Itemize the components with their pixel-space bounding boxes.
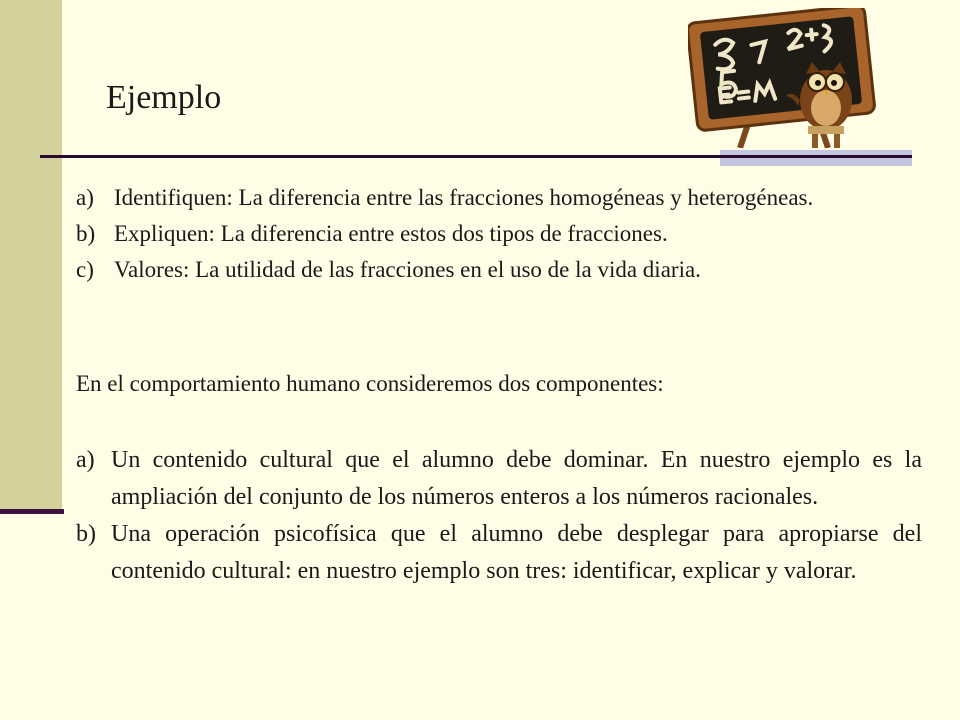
side-accent-rule (0, 509, 64, 514)
list-item (76, 442, 922, 516)
side-accent-bar (0, 0, 62, 512)
title-divider (40, 155, 912, 158)
list-item-text: Un contenido cultural que el alumno debe dominar. En nuestro ejemplo es la ampliación del conjunto de los números enteros a los números racionales. (111, 447, 922, 510)
list-item-text: Valores: La utilidad de las fracciones en el uso de la vida diaria. (114, 257, 701, 282)
title-rule-accent (720, 150, 912, 166)
intro-paragraph: En el comportamiento humano consideremos dos componentes: (76, 371, 664, 396)
list-item-text: Expliquen: La diferencia entre estos dos tipos de fracciones. (114, 221, 668, 246)
list-marker: b) (76, 521, 96, 547)
list-item (76, 516, 922, 590)
list-marker: a) (76, 447, 95, 473)
list-marker: c) (76, 257, 94, 282)
list-item-text: Identifiquen: La diferencia entre las fracciones homogéneas y heterogéneas. (114, 185, 814, 210)
list-item (76, 216, 900, 252)
list-item (76, 252, 900, 288)
list-marker: b) (76, 221, 96, 246)
list-item-text: Una operación psicofísica que el alumno debe desplegar para apropiarse del contenido cultural: en nuestro ejemplo son tres: identificar, explicar y valorar. (111, 521, 922, 584)
list-item (76, 180, 900, 216)
chalkboard-owl-icon (688, 8, 884, 148)
components-list (76, 442, 922, 590)
list-marker: a) (76, 185, 94, 210)
objectives-list (76, 180, 900, 288)
slide-title: Ejemplo (106, 79, 222, 116)
